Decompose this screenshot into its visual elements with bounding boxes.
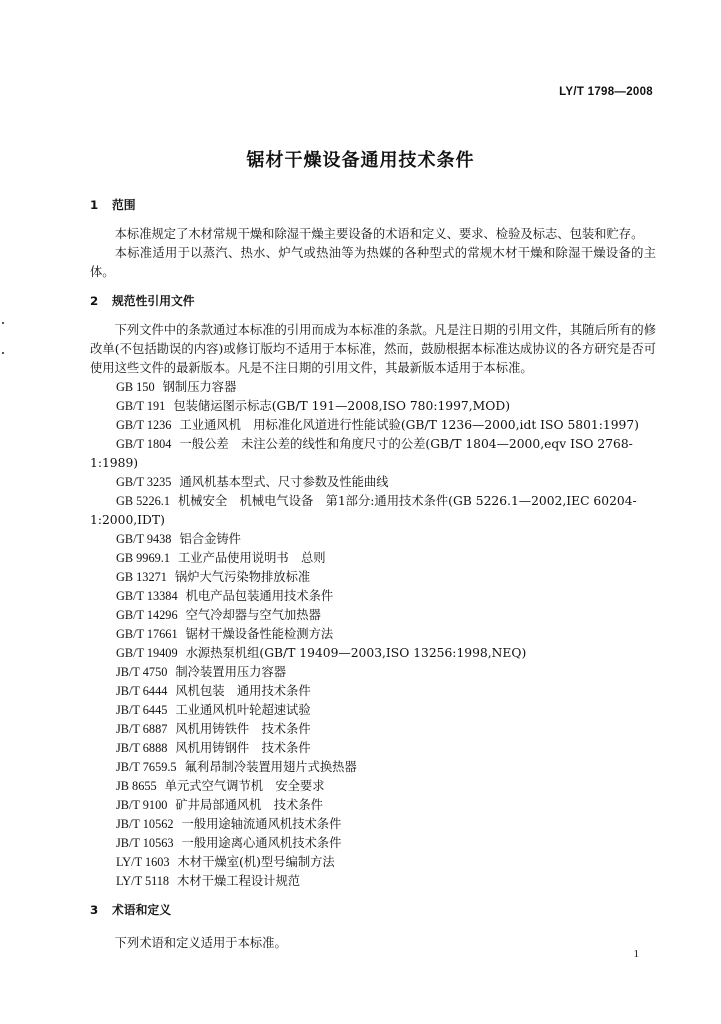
reference-item bbox=[90, 815, 656, 834]
reference-title: 包装储运图示标志(GB/T 191—2008,ISO 780:1997,MOD) bbox=[173, 399, 510, 413]
reference-title: 一般用途轴流通风机技术条件 bbox=[181, 817, 342, 831]
reference-title: 机械安全 机械电气设备 第1部分:通用技术条件(GB 5226.1—2002,IEC 60204-1:2000,IDT) bbox=[90, 494, 637, 527]
reference-code: JB/T 7659.5 bbox=[116, 760, 177, 774]
reference-item bbox=[90, 834, 656, 853]
reference-title: 制冷装置用压力容器 bbox=[175, 665, 287, 679]
reference-code: JB/T 6445 bbox=[116, 703, 168, 717]
reference-title: 钢制压力容器 bbox=[162, 380, 237, 394]
scan-mark bbox=[2, 352, 4, 354]
reference-title: 风机用铸铁件 技术条件 bbox=[175, 722, 311, 736]
reference-title: 风机包装 通用技术条件 bbox=[175, 684, 311, 698]
reference-title: 矿井局部通风机 技术条件 bbox=[175, 798, 323, 812]
normative-intro: 下列文件中的条款通过本标准的引用而成为本标准的条款。凡是注日期的引用文件，其随后所有的修改单(不包括勘误的内容)或修订版均不适用于本标准，然而，鼓励根据本标准达成协议的各方研究是否可使用这些文件的最新版本。凡是不注日期的引用文件，其最新版本适用于本标准。 bbox=[90, 323, 656, 375]
section-title: 范围 bbox=[112, 198, 136, 212]
reference-code: JB/T 6888 bbox=[116, 741, 168, 755]
reference-title: 空气冷却器与空气加热器 bbox=[185, 608, 321, 622]
reference-code: GB/T 3235 bbox=[116, 475, 172, 489]
reference-code: LY/T 1603 bbox=[116, 855, 170, 869]
reference-item bbox=[90, 682, 656, 701]
reference-item bbox=[90, 416, 656, 435]
section-number: 1 bbox=[90, 198, 99, 212]
reference-title: 工业产品使用说明书 总则 bbox=[177, 551, 326, 565]
document-title: 锯材干燥设备通用技术条件 bbox=[246, 150, 475, 171]
section-3-heading bbox=[90, 901, 656, 920]
reference-title: 一般用途离心通风机技术条件 bbox=[181, 836, 342, 850]
reference-code: GB/T 19409 bbox=[116, 646, 178, 660]
reference-code: GB/T 9438 bbox=[116, 532, 172, 546]
reference-title: 风机用铸钢件 技术条件 bbox=[175, 741, 311, 755]
reference-code: GB 5226.1 bbox=[116, 494, 170, 508]
reference-list bbox=[90, 378, 656, 891]
reference-code: GB 150 bbox=[116, 380, 155, 394]
reference-item bbox=[90, 796, 656, 815]
reference-title: 单元式空气调节机 安全要求 bbox=[164, 779, 325, 793]
reference-code: JB/T 10563 bbox=[116, 836, 174, 850]
reference-code: GB 13271 bbox=[116, 570, 167, 584]
reference-item bbox=[90, 625, 656, 644]
reference-title: 工业通风机叶轮超速试验 bbox=[175, 703, 311, 717]
reference-item bbox=[90, 758, 656, 777]
reference-code: JB/T 9100 bbox=[116, 798, 168, 812]
reference-item bbox=[90, 587, 656, 606]
reference-title: 一般公差 未注公差的线性和角度尺寸的公差(GB/T 1804—2000,eqv ISO 2768-1:1989) bbox=[90, 437, 633, 470]
reference-title: 铝合金铸件 bbox=[179, 532, 241, 546]
reference-code: JB 8655 bbox=[116, 779, 157, 793]
reference-title: 工业通风机 用标准化风道进行性能试验(GB/T 1236—2000,idt ISO 5801:1997) bbox=[179, 418, 639, 432]
reference-item bbox=[90, 568, 656, 587]
reference-code: GB/T 13384 bbox=[116, 589, 178, 603]
reference-title: 锯材干燥设备性能检测方法 bbox=[185, 627, 334, 641]
reference-code: GB/T 14296 bbox=[116, 608, 178, 622]
reference-item bbox=[90, 872, 656, 891]
reference-code: LY/T 5118 bbox=[116, 874, 170, 888]
reference-code: GB/T 1236 bbox=[116, 418, 172, 432]
reference-code: JB/T 4750 bbox=[116, 665, 168, 679]
reference-item bbox=[90, 435, 656, 473]
reference-item bbox=[90, 473, 656, 492]
scan-mark bbox=[2, 322, 4, 324]
reference-title: 水源热泵机组(GB/T 19409—2003,ISO 13256:1998,NEQ) bbox=[185, 646, 527, 660]
reference-item bbox=[90, 549, 656, 568]
reference-item bbox=[90, 644, 656, 663]
reference-title: 木材干燥室(机)型号编制方法 bbox=[177, 855, 335, 869]
reference-item bbox=[90, 663, 656, 682]
reference-title: 木材干燥工程设计规范 bbox=[177, 874, 301, 888]
section-1-heading bbox=[90, 196, 656, 215]
section-number: 3 bbox=[90, 903, 99, 917]
reference-item bbox=[90, 378, 656, 397]
reference-code: GB/T 191 bbox=[116, 399, 166, 413]
reference-code: JB/T 6887 bbox=[116, 722, 168, 736]
reference-code: JB/T 6444 bbox=[116, 684, 168, 698]
section-title: 术语和定义 bbox=[112, 903, 171, 917]
reference-code: JB/T 10562 bbox=[116, 817, 174, 831]
reference-item bbox=[90, 777, 656, 796]
reference-item bbox=[90, 701, 656, 720]
reference-code: GB/T 17661 bbox=[116, 627, 178, 641]
reference-title: 锅炉大气污染物排放标准 bbox=[174, 570, 311, 584]
scope-paragraph-2: 本标准适用于以蒸汽、热水、炉气或热油等为热媒的各种型式的常规木材干燥和除湿干燥设备的主体。 bbox=[90, 246, 656, 279]
reference-item bbox=[90, 606, 656, 625]
reference-title: 氟利昂制冷装置用翅片式换热器 bbox=[184, 760, 357, 774]
reference-item bbox=[90, 492, 656, 530]
document-body bbox=[90, 196, 656, 953]
page-number: 1 bbox=[633, 948, 639, 960]
reference-item bbox=[90, 720, 656, 739]
section-number: 2 bbox=[90, 294, 99, 308]
reference-title: 机电产品包装通用技术条件 bbox=[185, 589, 334, 603]
terms-intro: 下列术语和定义适用于本标准。 bbox=[114, 936, 287, 950]
reference-item bbox=[90, 397, 656, 416]
standard-code: LY/T 1798—2008 bbox=[559, 86, 653, 98]
section-title: 规范性引用文件 bbox=[112, 294, 195, 308]
section-2-heading bbox=[90, 292, 656, 311]
reference-item bbox=[90, 853, 656, 872]
reference-title: 通风机基本型式、尺寸参数及性能曲线 bbox=[179, 475, 389, 489]
reference-code: GB/T 1804 bbox=[116, 437, 172, 451]
reference-item bbox=[90, 530, 656, 549]
reference-item bbox=[90, 739, 656, 758]
scope-paragraph-1: 本标准规定了木材常规干燥和除湿干燥主要设备的术语和定义、要求、检验及标志、包装和贮存。 bbox=[114, 227, 644, 241]
reference-code: GB 9969.1 bbox=[116, 551, 170, 565]
